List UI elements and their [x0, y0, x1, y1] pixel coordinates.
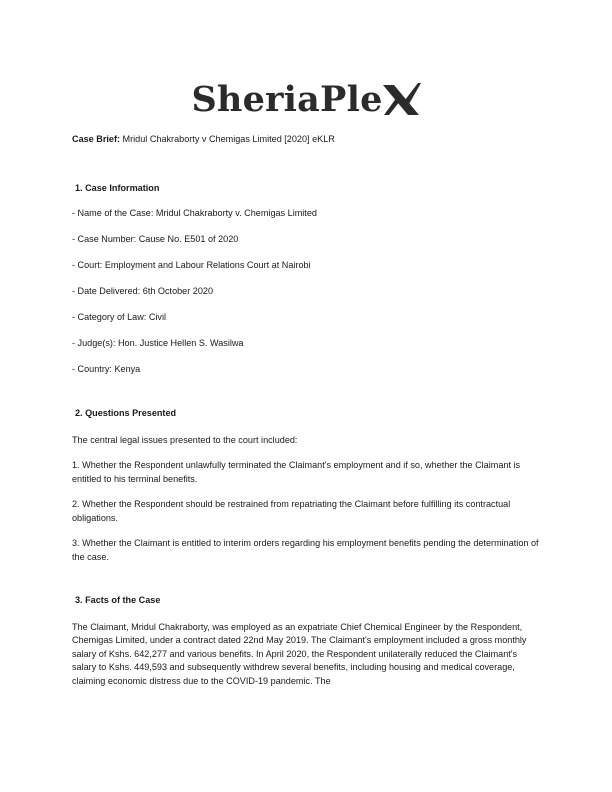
document-body — [72, 133, 542, 688]
section-heading-case-information: 1. Case Information — [75, 182, 160, 193]
question-item: 1. Whether the Respondent unlawfully terminated the Claimant's employment and if so, whether the Claimant is entitled to his terminal benefits. — [72, 460, 521, 484]
case-info-item: - Name of the Case: Mridul Chakraborty v. Chemigas Limited — [72, 208, 317, 219]
case-info-item: - Court: Employment and Labour Relations Court at Nairobi — [72, 260, 311, 271]
case-brief-title: Mridul Chakraborty v Chemigas Limited [2020] eKLR — [122, 134, 335, 144]
questions-intro: The central legal issues presented to the court included: — [72, 434, 298, 445]
case-brief-line — [72, 133, 542, 147]
case-info-item: - Judge(s): Hon. Justice Hellen S. Wasilwa — [72, 337, 244, 348]
case-info-item: - Date Delivered: 6th October 2020 — [72, 286, 214, 297]
section-heading-questions-presented: 2. Questions Presented — [75, 408, 177, 419]
case-info-item: - Case Number: Cause No. E501 of 2020 — [72, 234, 239, 245]
case-information-list — [72, 207, 542, 376]
logo-text: SheriaPle — [191, 78, 383, 120]
sheriaplex-logo — [0, 74, 612, 124]
facts-paragraph: The Claimant, Mridul Chakraborty, was employed as an expatriate Chief Chemical Engineer by the Respondent, Chemigas Limited, under a contract dated 22nd May 2019. The Claimant's employment included a gross monthly salary of Kshs. 642,277 and various benefits. In April 2020, the Respondent unilaterally reduced the Claimant's salary to Kshs. 449,593 and subsequently withdrew several benefits, including housing and medical coverage, claiming economic distress due to the COVID-19 pandemic. The — [72, 621, 527, 686]
case-info-item: - Country: Kenya — [72, 363, 141, 374]
question-item: 2. Whether the Respondent should be restrained from repatriating the Claimant before fulfilling its contractual obligations. — [72, 499, 511, 523]
case-brief-label: Case Brief: — [72, 134, 121, 144]
x-logo-mark-icon — [381, 79, 421, 119]
question-item: 3. Whether the Claimant is entitled to interim orders regarding his employment benefits pending the determination of the case. — [72, 538, 539, 562]
questions-list — [72, 459, 542, 564]
section-heading-facts: 3. Facts of the Case — [75, 595, 161, 606]
case-info-item: - Category of Law: Civil — [72, 311, 167, 322]
